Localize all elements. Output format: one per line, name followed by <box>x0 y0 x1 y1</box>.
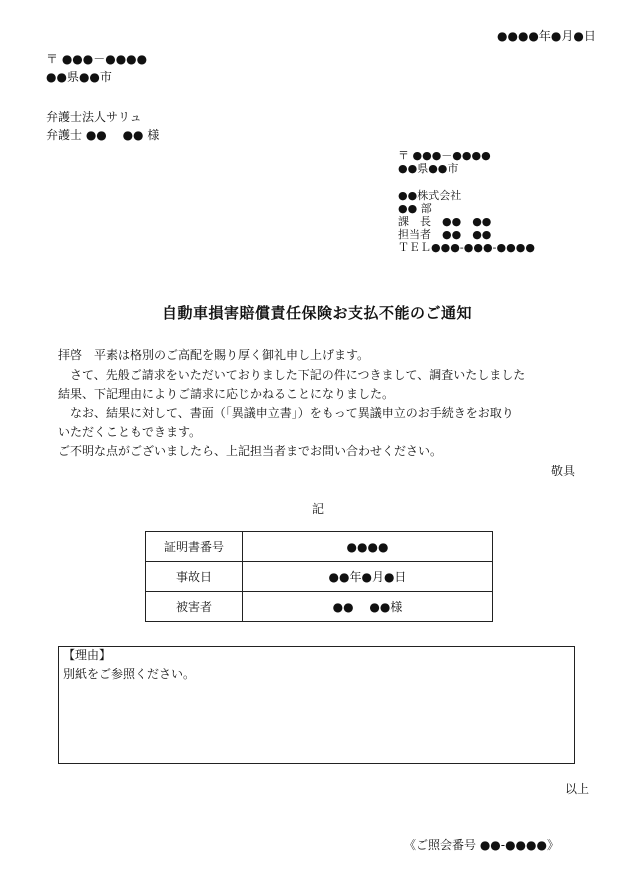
table-cell-value: ●●●● <box>243 532 493 562</box>
reason-box <box>58 646 575 764</box>
sender-tel: ＴＥＬ●●●-●●●-●●●● <box>398 241 535 254</box>
body-line-5: いただくこともできます。 <box>58 425 202 439</box>
reason-text: 別紙をご参照ください。 <box>63 667 196 681</box>
recipient-address: ●●県●●市 <box>46 70 112 84</box>
recipient-firm: 弁護士法人サリュ <box>46 110 142 124</box>
sender-department: ●● 部 <box>398 202 432 215</box>
reference-number: 《ご照会番号 ●●-●●●●》 <box>404 838 559 852</box>
sender-staff: 担当者 ●● ●● <box>398 228 492 241</box>
recipient-name: 弁護士 ●● ●● 様 <box>46 128 160 142</box>
table-cell-value: ●● ●●様 <box>243 592 493 622</box>
table-cell-value: ●●年●月●日 <box>243 562 493 592</box>
table-row <box>146 562 493 592</box>
body-line-2: さて、先般ご請求をいただいておりました下記の件につきまして、調査いたしました <box>58 368 526 382</box>
table-cell-label: 事故日 <box>146 562 243 592</box>
document-title: 自動車損害賠償責任保険お支払不能のご通知 <box>161 304 472 322</box>
recipient-postal: 〒 ●●●－●●●● <box>46 52 148 66</box>
sender-manager: 課 長 ●● ●● <box>398 215 492 228</box>
table-row <box>146 592 493 622</box>
table-cell-label: 証明書番号 <box>146 532 243 562</box>
end-mark: 以上 <box>565 782 590 796</box>
table-row <box>146 532 493 562</box>
body-line-4: なお、結果に対して、書面（「異議申立書」）をもって異議申立のお手続きをお取り <box>58 406 514 420</box>
sender-postal: 〒 ●●●－●●●● <box>398 149 491 162</box>
document-date: ●●●●年●月●日 <box>497 29 596 43</box>
body-line-1: 拝啓 平素は格別のご高配を賜り厚く御礼申し上げます。 <box>58 348 370 362</box>
table-cell-label: 被害者 <box>146 592 243 622</box>
body-line-3: 結果、下記理由によりご請求に応じかねることになりました。 <box>58 387 395 401</box>
closing-keigu: 敬具 <box>551 464 576 478</box>
ki-label: 記 <box>312 502 325 516</box>
body-line-6: ご不明な点がございましたら、上記担当者までお問い合わせください。 <box>58 444 443 458</box>
reason-header: 【理由】 <box>63 648 112 662</box>
claim-info-table <box>145 531 493 622</box>
sender-address: ●●県●●市 <box>398 162 459 175</box>
sender-company: ●●株式会社 <box>398 189 462 202</box>
